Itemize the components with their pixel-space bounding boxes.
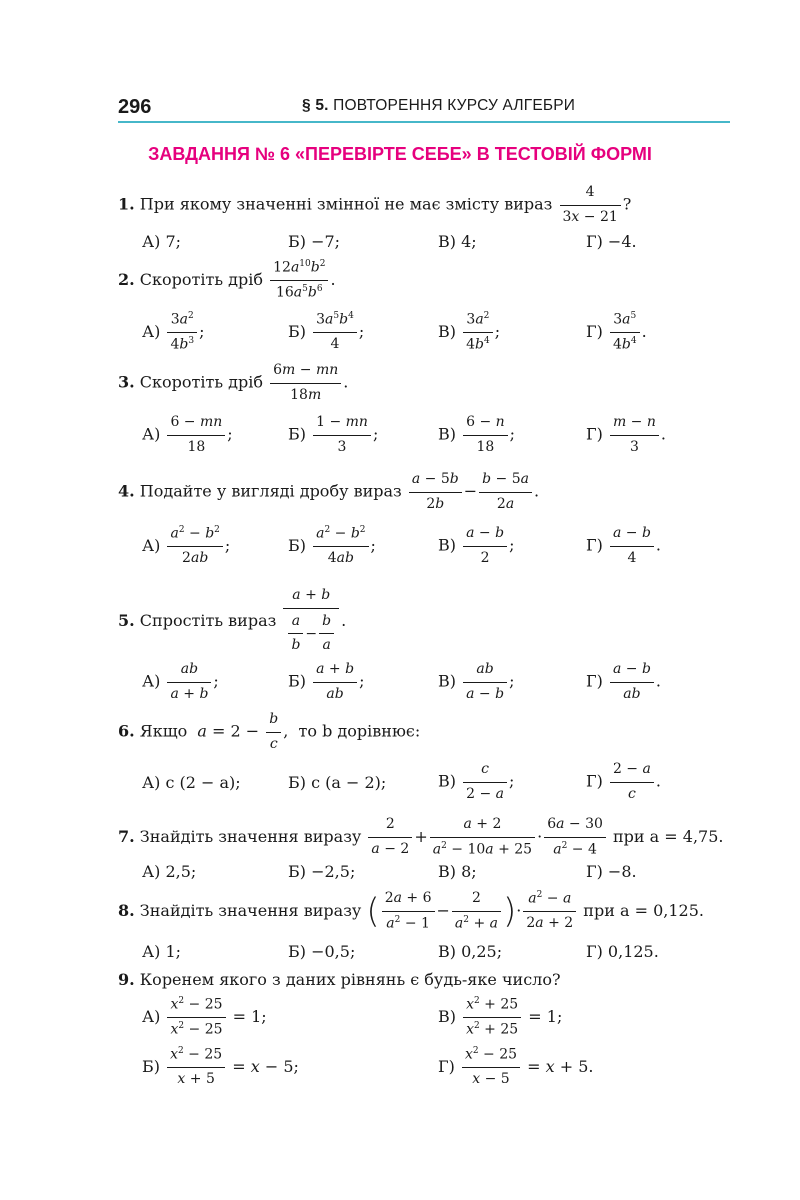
q5-option-b[interactable]: Б) $\frac{a + b}{ab}$ ;	[288, 661, 365, 702]
question-1: 1. При якому значенні змінної не має змісту вираз $\frac{4}{3x - 21}$ ?	[118, 184, 632, 225]
question-8: 8. Знайдіть значення виразу ( $\frac{2a + 6}{a^2 - 1}$ − $\frac{2}{a^2 + a}$ )· $\frac{a^2 - a}{2a + 2}$ при a = 0,125.	[118, 890, 704, 932]
q1-option-d[interactable]: Г) −4.	[586, 232, 637, 251]
q9-option-d[interactable]: Г) $\frac{x^2 - 25}{x - 5}$ = x + 5.	[438, 1046, 594, 1088]
q3-option-d[interactable]: Г) $\frac{m - n}{3}$ .	[586, 414, 666, 455]
q9-option-a[interactable]: А) $\frac{x^2 - 25}{x^2 - 25}$ = 1;	[142, 996, 267, 1038]
q1-option-a[interactable]: А) 7;	[142, 232, 182, 251]
q1-option-c[interactable]: В) 4;	[438, 232, 477, 251]
q6-option-a[interactable]: А) c (2 − a);	[142, 773, 241, 792]
q8-option-a[interactable]: А) 1;	[142, 942, 182, 961]
q2-option-d[interactable]: Г) $\frac{3a^5}{4b^4}$ .	[586, 311, 647, 353]
q1-option-b[interactable]: Б) −7;	[288, 232, 341, 251]
q2-option-c[interactable]: В) $\frac{3a^2}{4b^4}$ ;	[438, 311, 501, 353]
q5-option-a[interactable]: А) $\frac{ab}{a + b}$ ;	[142, 661, 219, 702]
q2-option-a[interactable]: А) $\frac{3a^2}{4b^3}$ ;	[142, 311, 205, 353]
q4-option-a[interactable]: А) $\frac{a^2 - b^2}{2ab}$ ;	[142, 525, 231, 567]
page-number: 296	[118, 96, 152, 118]
q5-option-c[interactable]: В) $\frac{ab}{a - b}$ ;	[438, 661, 515, 702]
q7-option-c[interactable]: В) 8;	[438, 862, 477, 881]
q4-option-d[interactable]: Г) $\frac{a - b}{4}$ .	[586, 525, 661, 566]
q6-option-d[interactable]: Г) $\frac{2 - a}{c}$ .	[586, 761, 661, 802]
q8-option-d[interactable]: Г) 0,125.	[586, 942, 659, 961]
q8-option-c[interactable]: В) 0,25;	[438, 942, 503, 961]
page-header	[118, 94, 730, 124]
question-3: 3. Скоротіть дріб $\frac{6m - mn}{18m}$ .	[118, 362, 349, 403]
header-rule	[118, 121, 730, 123]
q6-option-c[interactable]: В) $\frac{c}{2 - a}$ ;	[438, 761, 515, 802]
q4-option-b[interactable]: Б) $\frac{a^2 - b^2}{4ab}$ ;	[288, 525, 376, 567]
question-5: 5. Спростіть вираз a + b $\frac{a}{b}$ − $\frac{b}{a}$ .	[118, 587, 347, 653]
q7-option-a[interactable]: А) 2,5;	[142, 862, 197, 881]
q9-option-b[interactable]: Б) $\frac{x^2 - 25}{x + 5}$ = x − 5;	[142, 1046, 299, 1088]
q5-option-d[interactable]: Г) $\frac{a - b}{ab}$ .	[586, 661, 661, 702]
page-title: ЗАВДАННЯ № 6 «ПЕРЕВІРТЕ СЕБЕ» В ТЕСТОВІЙ ФОРМІ	[148, 144, 652, 164]
q7-option-d[interactable]: Г) −8.	[586, 862, 637, 881]
question-7: 7. Знайдіть значення виразу $\frac{2}{a - 2}$ + $\frac{a + 2}{a^2 - 10a + 25}$ · $\frac{6a - 30}{a^2 - 4}$ при a = 4,75.	[118, 816, 724, 858]
q3-option-c[interactable]: В) $\frac{6 - n}{18}$ ;	[438, 414, 516, 455]
question-9: 9. Коренем якого з даних рівнянь є будь-яке число?	[118, 970, 561, 989]
question-4: 4. Подайте у вигляді дробу вираз $\frac{a - 5b}{2b}$ − $\frac{b - 5a}{2a}$ .	[118, 471, 540, 512]
question-6: 6. Якщо a = 2 − $\frac{b}{c}$ , то b дорівнює:	[118, 711, 421, 752]
q7-option-b[interactable]: Б) −2,5;	[288, 862, 356, 881]
q3-option-b[interactable]: Б) $\frac{1 - mn}{3}$ ;	[288, 414, 379, 455]
question-2: 2. Скоротіть дріб $\frac{12a^{10}b^2}{16a^5b^6}$ .	[118, 259, 336, 301]
q4-option-c[interactable]: В) $\frac{a - b}{2}$ ;	[438, 525, 515, 566]
running-title: § 5. ПОВТОРЕННЯ КУРСУ АЛГЕБРИ	[302, 97, 576, 114]
q6-option-b[interactable]: Б) c (a − 2);	[288, 773, 387, 792]
q2-option-b[interactable]: Б) $\frac{3a^5b^4}{4}$ ;	[288, 311, 365, 353]
q3-option-a[interactable]: А) $\frac{6 - mn}{18}$ ;	[142, 414, 233, 455]
q8-option-b[interactable]: Б) −0,5;	[288, 942, 356, 961]
q9-option-c[interactable]: В) $\frac{x^2 + 25}{x^2 + 25}$ = 1;	[438, 996, 563, 1038]
